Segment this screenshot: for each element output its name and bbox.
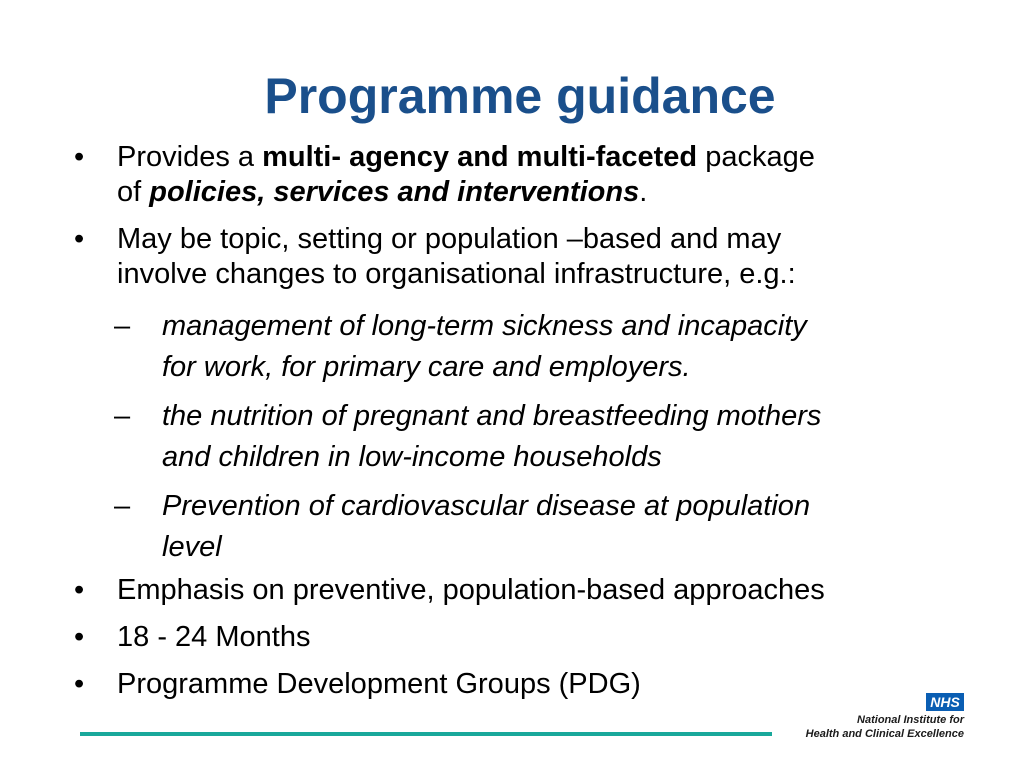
- sub-bullet-line: the nutrition of pregnant and breastfeeding mothers: [162, 400, 822, 432]
- sub-bullet-line: management of long-term sickness and incapacity: [162, 310, 807, 342]
- emphasis-text: policies, services and interventions: [149, 176, 640, 208]
- bullet-glyph: •: [74, 668, 85, 700]
- text-run: package: [697, 141, 815, 173]
- bullet-text: 18 - 24 Months: [117, 621, 311, 653]
- bullet-line: involve changes to organisational infrastructure, e.g.:: [117, 258, 796, 290]
- bullet-text: Emphasis on preventive, population-based approaches: [117, 574, 825, 606]
- text-run: of: [117, 176, 150, 208]
- bullet-line: [117, 140, 967, 175]
- nhs-logo-badge: NHS: [926, 693, 964, 711]
- sub-bullet-line: Prevention of cardiovascular disease at population: [162, 490, 811, 522]
- dash-glyph: –: [114, 310, 131, 342]
- sub-bullet-line: level: [162, 531, 222, 563]
- dash-glyph: –: [114, 400, 131, 432]
- text-run: .: [639, 176, 648, 208]
- bullet-text: [117, 222, 967, 292]
- sub-bullet-text: [162, 396, 962, 478]
- logo-text-line: National Institute for: [857, 714, 964, 726]
- text-run: Provides a: [117, 141, 263, 173]
- bullet-text: Programme Development Groups (PDG): [117, 668, 641, 700]
- slide-title: Programme guidance: [264, 68, 776, 124]
- logo-text-line: Health and Clinical Excellence: [805, 728, 964, 740]
- sub-bullet-text: [162, 486, 962, 568]
- sub-bullet-line: and children in low-income households: [162, 441, 662, 473]
- bullet-glyph: •: [74, 223, 85, 255]
- footer-divider: [80, 732, 772, 736]
- bullet-glyph: •: [74, 574, 85, 606]
- sub-bullet-line: for work, for primary care and employers.: [162, 351, 691, 383]
- bullet-glyph: •: [74, 141, 85, 173]
- nice-logo: [800, 690, 970, 742]
- bullet-line: May be topic, setting or population –based and may: [117, 223, 782, 255]
- dash-glyph: –: [114, 490, 131, 522]
- bullet-glyph: •: [74, 621, 85, 653]
- emphasis-text: multi- agency and multi-faceted: [262, 141, 698, 173]
- sub-bullet-text: [162, 306, 962, 388]
- bullet-text: [117, 140, 967, 210]
- bullet-line: [117, 175, 967, 210]
